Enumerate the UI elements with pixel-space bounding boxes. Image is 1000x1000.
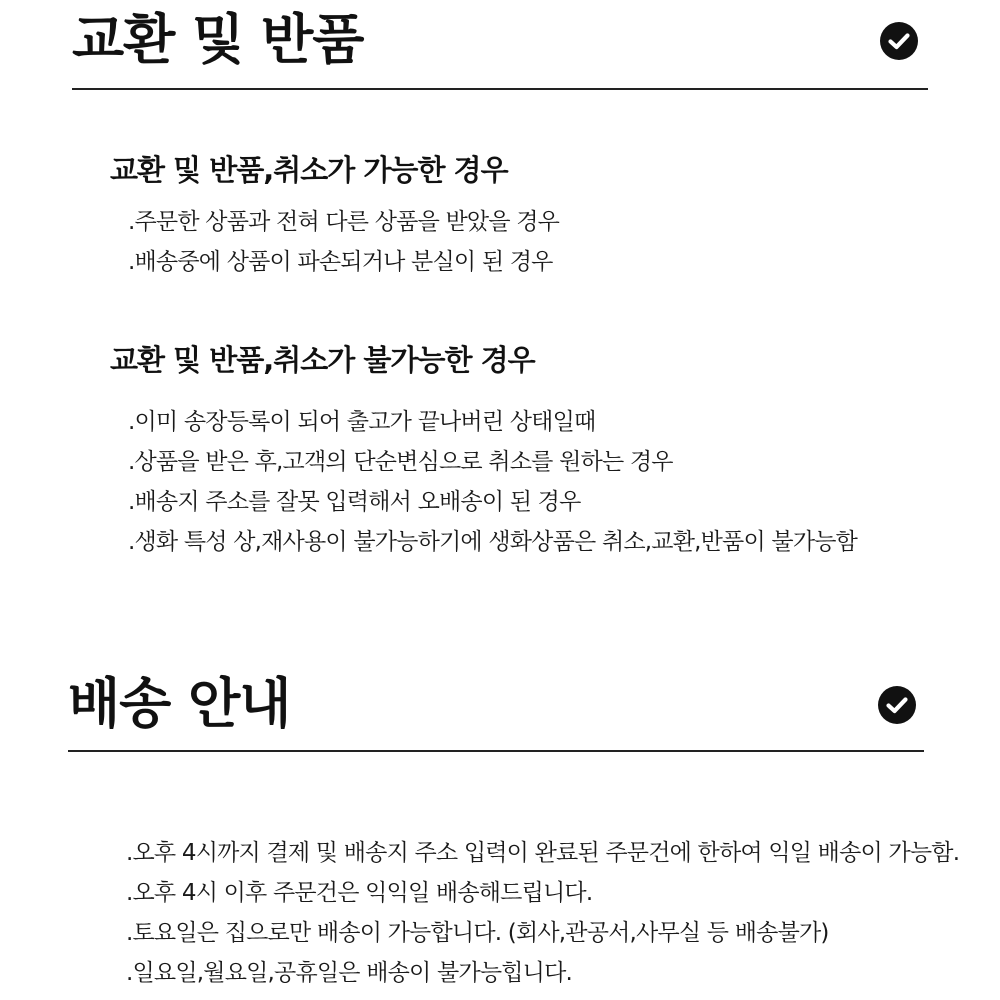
delivery-info-section <box>68 660 924 752</box>
impossible-case-item: .배송지 주소를 잘못 입력해서 오배송이 된 경우 <box>128 489 581 515</box>
delivery-info-item: .토요일은 집으로만 배송이 가능합니다. (회사,관공서,사무실 등 배송불가) <box>126 920 829 946</box>
possible-cases-heading: 교환 및 반품,취소가 가능한 경우 <box>110 153 508 187</box>
delivery-info-item: .일요일,월요일,공휴일은 배송이 불가능힙니다. <box>126 960 573 986</box>
delivery-info-item: .오후 4시까지 결제 및 배송지 주소 입력이 완료된 주문건에 한하여 익일 배송이 가능함. <box>126 840 960 866</box>
possible-case-item: .배송중에 상품이 파손되거나 분실이 된 경우 <box>128 249 553 275</box>
exchange-return-header <box>72 0 928 90</box>
delivery-info-header <box>68 660 924 752</box>
impossible-case-item: .생화 특성 상,재사용이 불가능하기에 생화상품은 취소,교환,반품이 불가능함 <box>128 529 858 555</box>
delivery-info-title: 배송 안내 <box>68 672 291 735</box>
impossible-cases-heading: 교환 및 반품,취소가 불가능한 경우 <box>110 343 535 377</box>
possible-case-item: .주문한 상품과 전혀 다른 상품을 받았을 경우 <box>128 209 560 235</box>
delivery-info-item: .오후 4시 이후 주문건은 익익일 배송해드립니다. <box>126 880 593 906</box>
impossible-case-item: .상품을 받은 후,고객의 단순변심으로 취소를 원하는 경우 <box>128 449 673 475</box>
check-circle-icon <box>878 686 916 724</box>
impossible-case-item: .이미 송장등록이 되어 출고가 끝나버린 상태일때 <box>128 409 596 435</box>
exchange-return-section <box>72 0 928 90</box>
exchange-return-title: 교환 및 반품 <box>72 8 364 71</box>
check-circle-icon <box>880 22 918 60</box>
